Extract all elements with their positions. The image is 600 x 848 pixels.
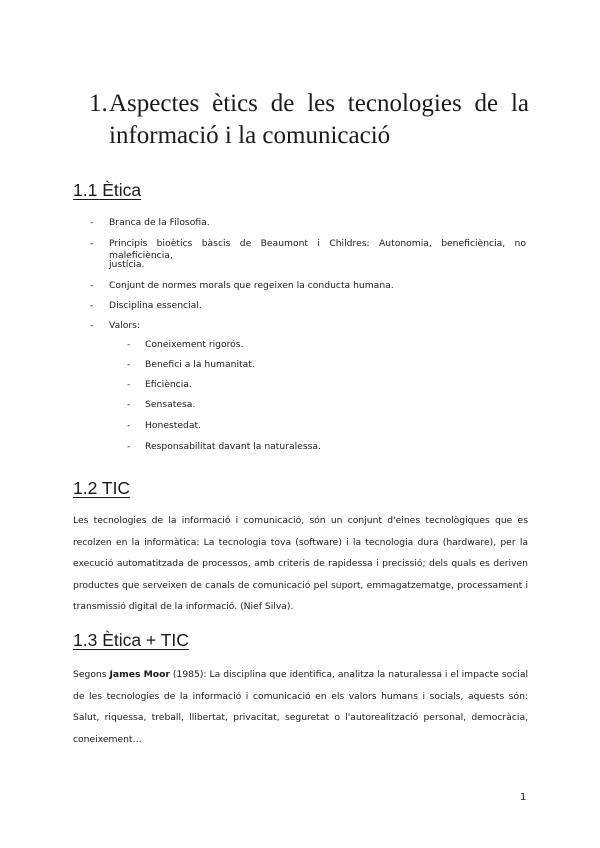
etica-tic-paragraph: Segons James Moor (1985): La disciplina que identifica, analitza la naturalessa i el impacte social de les tecnologies de la informació i comunicació en els valors humans i socials, aquests són: Salut, riquessa, treball, llibertat, privacitat, seguretat o l'autorealització personal, democràcia, coneixement… (73, 669, 528, 745)
section-heading-etica: 1.1 Ètica (73, 180, 142, 200)
title-line-2: informació i la comunicació (109, 122, 391, 149)
author-name: James Moor (109, 669, 170, 680)
title-number: 1. (89, 90, 108, 117)
section-heading-tic: 1.2 TIC (73, 478, 131, 498)
section-heading-etica-tic: 1.3 Ètica + TIC (73, 630, 189, 650)
page-title (89, 88, 529, 152)
title-line-1: Aspectes ètics de les tecnologies de la (109, 90, 529, 117)
page-number: 1 (520, 792, 527, 803)
document-page: 1. Aspectes ètics de les tecnologies de la informació i la comunicació 1.1 Ètica - Branca de la Filosofia. - Principis bioètics bàscis de Beaumont i Childres: Autonomia, beneficiència, no maleficiència, justícia. - Conjunt de normes morals que regeixen la conducta humana. - Disciplina essencial. - Valors: - Coneixement rigorós. - Benefici a la humanitat. - Eficiència. - Sensatesa. - Honestedat. - Responsabilitat davant la naturalessa. 1.2 TIC Les tecnologies de la informació i comunicació, són un conjunt d'eines tecnològiques que es recolzen en la informàtica: La tecnologia tova (software) i la tecnologia dura (hardware), per la execució automatitzada de processos, amb criteris de rapidessa i precissió; dels quals es deriven productes que serveixen de canals de comunicació pel suport, emmagatzematge, processament i transmissió digital de la informació. (Nief Silva). 1.3 Ètica + TIC Segons James Moor (1985): La disciplina que identifica, analitza la naturalessa i el impacte social de les tecnologies de la informació i comunicació en els valors humans i socials, aquests són: Salut, riquessa, treball, llibertat, privacitat, seguretat o l'autorealització personal, democràcia, coneixement… 1 (73, 90, 529, 803)
tic-paragraph: Les tecnologies de la informació i comunicació, són un conjunt d'eines tecnològiques que es recolzen en la informàtica: La tecnologia tova (software) i la tecnologia dura (hardware), per la execució automatitzada de processos, amb criteris de rapidessa i precissió; dels quals es deriven productes que serveixen de canals de comunicació pel suport, emmagatzematge, processament i transmissió digital de la informació. (Nief Silva). (73, 515, 528, 612)
